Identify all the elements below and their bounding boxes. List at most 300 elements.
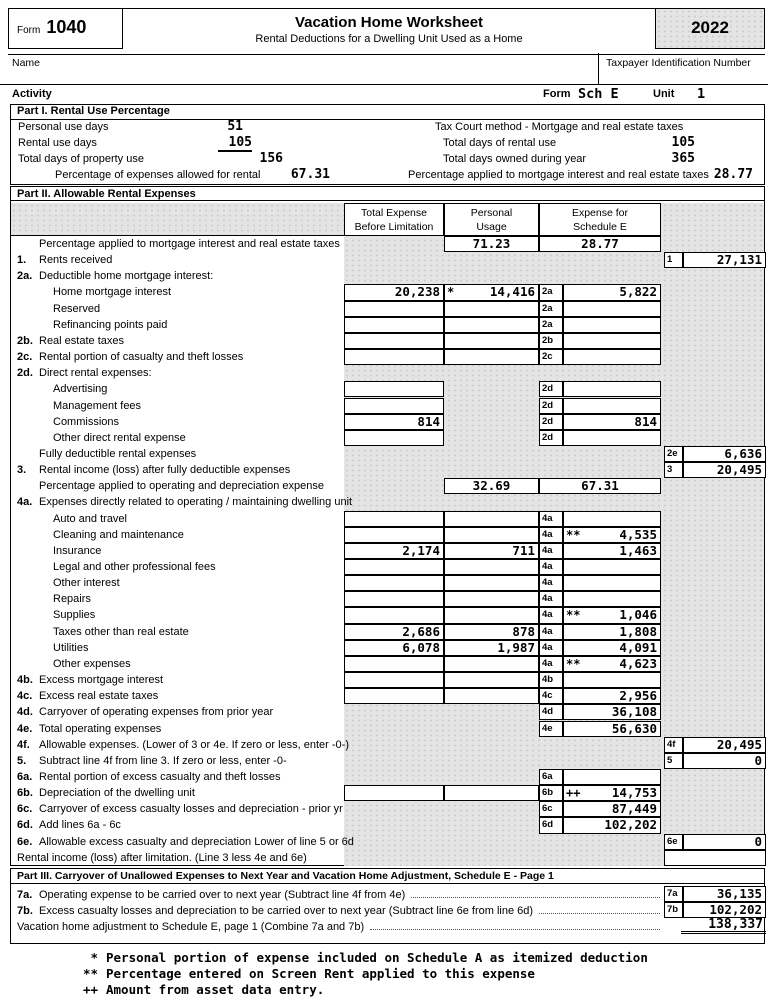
amount-cell-total-expense [344, 430, 444, 446]
amount-cell-personal-usage [444, 559, 539, 575]
amount-cell-personal-usage [444, 349, 539, 365]
amount-cell-personal-usage [444, 640, 539, 656]
table-row [11, 624, 764, 640]
row-line-number: 6a. [17, 770, 33, 783]
table-row [11, 688, 764, 704]
cell-value: 2b [542, 334, 554, 346]
cell-value: 6,078 [402, 639, 440, 655]
part1-field-value: 105 [671, 135, 695, 150]
amount-cell-personal-usage [444, 656, 539, 672]
amount-cell-personal-usage [444, 785, 539, 801]
table-row [11, 365, 764, 381]
table-row [11, 414, 764, 430]
right-amount-box [683, 446, 766, 462]
amount-cell-total-expense [344, 414, 444, 430]
part2-body [10, 201, 765, 866]
table-row [11, 607, 764, 623]
amount-cell-total-expense [344, 591, 444, 607]
table-header-left [11, 203, 344, 236]
amount-cell-schedule-e [563, 284, 661, 300]
cell-value: 6b [542, 787, 554, 799]
column-header-line2: Usage [476, 221, 507, 233]
footnote-text: Personal portion of expense included on Schedule A as itemized deduction [106, 950, 648, 965]
column-header-line2: Before Limitation [354, 221, 434, 233]
row-line-number: 2b. [17, 334, 33, 347]
row-label: Other interest [53, 577, 120, 590]
amount-cell-schedule-e [563, 591, 661, 607]
amount-cell-total-expense [344, 349, 444, 365]
table-row [11, 834, 764, 850]
part1-field-label: Total days owned during year [443, 153, 587, 165]
cell-value: 36,108 [611, 704, 657, 720]
cell-value: 2,686 [402, 623, 440, 639]
part1-field-value: 51 [227, 119, 243, 134]
column-header-line1: Total Expense [361, 207, 427, 219]
amount-cell-schedule-e [563, 769, 661, 785]
cell-value: 27,131 [716, 252, 762, 268]
row-line-number: 6b. [17, 787, 33, 800]
row-line-number: 6e. [17, 835, 33, 848]
row-label: Cleaning and maintenance [53, 528, 184, 541]
row-label: Excess mortgage interest [39, 674, 164, 687]
dotted-leader [411, 897, 660, 898]
footnote-mark: ** [566, 608, 581, 623]
cell-value: 6,636 [724, 445, 762, 461]
cell-value: 4,535 [619, 526, 657, 542]
form-number: 1040 [46, 17, 87, 37]
cell-value: 20,495 [716, 736, 762, 752]
amount-cell-schedule-e [563, 527, 661, 543]
name-label: Name [12, 57, 41, 69]
cell-value: 4f [667, 738, 676, 750]
amount-cell-schedule-e [563, 543, 661, 559]
cell-value: 6e [667, 835, 678, 847]
part1-field-value: 156 [259, 151, 283, 166]
table-row [11, 301, 764, 317]
footnote-line [60, 966, 740, 982]
line-code-box [539, 688, 563, 704]
part1-field-value: 67.31 [290, 167, 330, 182]
part1-field-value: 105 [218, 135, 252, 152]
cell-value: 2c [542, 351, 553, 363]
line-code-box [539, 624, 563, 640]
cell-value: 1,808 [619, 623, 657, 639]
page-subtitle: Rental Deductions for a Dwelling Unit Used as a Home [255, 33, 523, 45]
amount-cell-personal-usage [444, 624, 539, 640]
right-amount-box [683, 834, 766, 850]
column-header [539, 203, 661, 236]
line-code-box [539, 527, 563, 543]
cell-value: 4d [542, 706, 554, 718]
footnote-text: Percentage entered on Screen Rent applied to this expense [106, 966, 535, 981]
table-row [11, 511, 764, 527]
amount-cell-schedule-e [563, 607, 661, 623]
line-code-box [539, 301, 563, 317]
cell-value: 102,202 [604, 817, 657, 833]
row-label: Rental portion of casualty and theft losses [39, 351, 244, 364]
amount-cell-total-expense [344, 333, 444, 349]
table-row [11, 527, 764, 543]
right-amount-box [683, 753, 766, 769]
carryover-row [17, 902, 664, 918]
right-line-number-box [664, 753, 683, 769]
cell-value: 5,822 [619, 284, 657, 300]
cell-value: 71.23 [472, 236, 511, 251]
row-label: Other expenses [53, 657, 131, 670]
row-label: Allowable expenses. (Lower of 3 or 4e. If zero or less, enter -0-) [39, 738, 349, 751]
row-label: Taxes other than real estate [53, 625, 189, 638]
table-row [11, 785, 764, 801]
tax-year: 2022 [655, 9, 765, 49]
line-code-box [539, 559, 563, 575]
amount-cell-schedule-e [539, 236, 661, 252]
tin-label: Taxpayer Identification Number [606, 57, 751, 69]
amount-cell-schedule-e [563, 672, 661, 688]
table-row [11, 381, 764, 397]
amount-cell-total-expense [344, 640, 444, 656]
line-code-box [539, 398, 563, 414]
line-code-box [539, 284, 563, 300]
amount-cell-total-expense [344, 381, 444, 397]
cell-value: 4a [542, 561, 553, 572]
row-label: Carryover of operating expenses from prior year [39, 706, 274, 719]
row-label: Percentage applied to mortgage interest and real estate taxes [39, 238, 340, 250]
row-label: Reserved [53, 302, 101, 315]
cell-value: 0 [754, 752, 762, 768]
right-amount-box: 102,202 [683, 902, 766, 918]
right-line-number-box [664, 446, 683, 462]
cell-value: 2a [542, 286, 553, 298]
cell-value: 67.31 [581, 478, 619, 494]
table-row [11, 850, 764, 866]
form-header [8, 8, 765, 55]
row-line-number: 4d. [17, 706, 33, 719]
unit-label: Unit [653, 88, 675, 100]
unit-value: 1 [697, 86, 706, 102]
line-code-box [539, 769, 563, 785]
line-code-box [539, 349, 563, 365]
footnote-mark: ** [566, 656, 581, 671]
part1-field-value: 365 [671, 151, 695, 166]
amount-cell-total-expense [344, 607, 444, 623]
amount-cell-total-expense [344, 398, 444, 414]
footnotes [60, 950, 740, 998]
cell-value: 4a [542, 657, 553, 669]
row-line-number: 4f. [17, 738, 30, 751]
row-line-number: 4c. [17, 690, 33, 703]
table-row [11, 430, 764, 446]
row-label: Operating expense to be carried over to next year (Subtract line 4f from 4e) [39, 889, 406, 901]
line-code-box [539, 817, 563, 833]
cell-value: 2,174 [402, 542, 440, 558]
table-row [11, 817, 764, 833]
carryover-row [17, 886, 664, 902]
amount-cell-total-expense [344, 624, 444, 640]
row-label: Subtract line 4f from line 3. If zero or less, enter -0- [39, 754, 287, 767]
row-line-number: 4e. [17, 722, 33, 735]
amount-cell-schedule-e [563, 398, 661, 414]
table-row [11, 656, 764, 672]
amount-cell-schedule-e [563, 317, 661, 333]
row-line-number: 6d. [17, 819, 33, 832]
cell-value: 814 [417, 413, 440, 429]
cell-value: 3 [667, 464, 673, 476]
right-line-number-box [664, 462, 683, 478]
footnote-mark: ** [82, 966, 98, 981]
right-amount-box [664, 850, 766, 866]
line-code-box [539, 575, 563, 591]
cell-value: 14,416 [489, 284, 535, 300]
amount-cell-personal-usage [444, 284, 539, 300]
amount-cell-personal-usage [444, 333, 539, 349]
row-label: Vacation home adjustment to Schedule E, page 1 (Combine 7a and 7b) [17, 921, 365, 933]
right-line-number-box [664, 834, 683, 850]
activity-label: Activity [12, 88, 52, 100]
table-row [11, 268, 764, 284]
row-label: Refinancing points paid [53, 318, 168, 331]
cell-value: 6c [542, 803, 553, 815]
amount-cell-schedule-e [563, 333, 661, 349]
line-code-box [539, 785, 563, 801]
part1-field-label: Total days of property use [18, 153, 144, 165]
cell-value: 4a [542, 625, 553, 637]
row-line-number: 2c. [17, 351, 33, 364]
row-label: Legal and other professional fees [53, 561, 216, 573]
cell-value: 0 [754, 833, 762, 849]
cell-value: 2d [542, 431, 554, 443]
right-amount-box [683, 737, 766, 753]
header-rule [0, 84, 768, 85]
cell-value: 4a [542, 512, 553, 524]
footnote-mark: ++ [82, 982, 98, 997]
part1-field-label: Percentage applied to mortgage interest and real estate taxes [408, 169, 709, 181]
amount-cell-schedule-e [563, 721, 661, 737]
row-label: Excess real estate taxes [39, 690, 159, 703]
table-row [11, 559, 764, 575]
cell-value: 711 [512, 542, 535, 558]
carryover-row [17, 918, 664, 934]
total-amount-double-underline: 138,337 [681, 918, 766, 934]
right-line-number-box [664, 737, 683, 753]
amount-cell-total-expense [344, 284, 444, 300]
row-label: Rents received [39, 254, 113, 267]
tax-court-method-label: Tax Court method - Mortgage and real estate taxes [435, 121, 684, 133]
row-line-number: 1. [17, 254, 27, 267]
part1-field-label: Personal use days [18, 121, 109, 133]
row-label: Supplies [53, 609, 96, 622]
footnote-text: Amount from asset data entry. [106, 982, 325, 997]
amount-cell-total-expense [344, 527, 444, 543]
cell-value: 2e [667, 447, 678, 459]
cell-value: 1,987 [497, 639, 535, 655]
part1-field-label: Total days of rental use [443, 137, 557, 149]
line-code-box [539, 640, 563, 656]
row-label: Direct rental expenses: [39, 367, 152, 380]
row-label: Carryover of excess casualty losses and depreciation - prior yr [39, 803, 343, 816]
cell-value: 1,046 [619, 607, 657, 623]
table-row [11, 398, 764, 414]
cell-value: 2,956 [619, 688, 657, 704]
amount-cell-personal-usage [444, 543, 539, 559]
row-label: Deductible home mortgage interest: [39, 270, 214, 283]
row-label: Utilities [53, 641, 89, 654]
cell-value: 2a [542, 318, 553, 330]
amount-cell-total-expense [344, 543, 444, 559]
footnote-mark: * [90, 950, 98, 965]
page-title: Vacation Home Worksheet [294, 14, 484, 31]
column-header-line2: Schedule E [573, 221, 627, 233]
cell-value: 32.69 [472, 478, 511, 494]
table-row [11, 478, 764, 494]
table-row [11, 575, 764, 591]
column-header [344, 203, 444, 236]
cell-value: 4a [542, 641, 553, 653]
amount-cell-schedule-e [563, 704, 661, 720]
line-code-box [539, 317, 563, 333]
line-code-box [539, 381, 563, 397]
row-label: Other direct rental expense [53, 431, 186, 444]
row-line-number: 7b. [17, 905, 33, 917]
right-line-number-box: 7a [664, 886, 683, 902]
amount-cell-personal-usage [444, 672, 539, 688]
table-row [11, 543, 764, 559]
cell-value: 4c [542, 690, 553, 702]
cell-value: 2d [542, 415, 554, 427]
part1-field-value: 28.77 [713, 167, 753, 182]
footnote-mark: ++ [566, 786, 581, 801]
row-label: Auto and travel [53, 512, 127, 525]
table-row [11, 704, 764, 720]
row-label: Insurance [53, 544, 102, 557]
table-row [11, 753, 764, 769]
amount-cell-personal-usage [444, 478, 539, 494]
amount-cell-schedule-e [539, 478, 661, 494]
part2-title: Part II. Allowable Rental Expenses [10, 186, 765, 201]
row-label: Allowable excess casualty and depreciation Lower of line 5 or 6d [39, 835, 354, 848]
cell-value: 20,238 [394, 284, 440, 300]
table-row [11, 721, 764, 737]
cell-value: 1 [667, 254, 673, 266]
amount-cell-total-expense [344, 575, 444, 591]
cell-value: 2d [542, 383, 554, 395]
amount-cell-schedule-e [563, 801, 661, 817]
right-amount-box [683, 252, 766, 268]
form-title-block [123, 9, 655, 54]
line-code-box [539, 607, 563, 623]
row-label: Rental income (loss) after limitation. (Line 3 less 4e and 6e) [17, 851, 307, 864]
row-line-number: 3. [17, 464, 27, 477]
table-row [11, 349, 764, 365]
amount-cell-personal-usage [444, 301, 539, 317]
amount-cell-schedule-e [563, 624, 661, 640]
row-label: Total operating expenses [39, 722, 162, 735]
amount-cell-personal-usage [444, 688, 539, 704]
footnote-line [60, 982, 740, 998]
row-label: Expenses directly related to operating / maintaining dwelling unit [39, 496, 353, 509]
table-row [11, 640, 764, 656]
part3-body [10, 884, 765, 944]
row-label: Add lines 6a - 6c [39, 819, 121, 832]
form-field-label: Form [543, 88, 571, 100]
amount-cell-personal-usage [444, 591, 539, 607]
row-line-number: 2a. [17, 270, 33, 283]
table-row [11, 333, 764, 349]
amount-cell-schedule-e [563, 640, 661, 656]
row-line-number: 7a. [17, 889, 33, 901]
row-line-number: 4b. [17, 674, 33, 687]
amount-cell-personal-usage [444, 511, 539, 527]
amount-cell-schedule-e [563, 559, 661, 575]
table-row [11, 801, 764, 817]
column-header-line1: Expense for [571, 207, 629, 219]
amount-cell-schedule-e [563, 785, 661, 801]
footnote-mark: ** [566, 527, 581, 542]
amount-cell-total-expense [344, 317, 444, 333]
form-number-box [8, 9, 123, 49]
cell-value: 87,449 [611, 801, 657, 817]
amount-cell-schedule-e [563, 511, 661, 527]
row-label: Commissions [53, 415, 120, 428]
part1-field-label: Percentage of expenses allowed for rental [55, 169, 261, 181]
row-label: Rental portion of excess casualty and theft losses [39, 770, 281, 783]
part1-title: Part I. Rental Use Percentage [11, 105, 764, 120]
footnote-mark: * [447, 285, 455, 300]
table-row [11, 737, 764, 753]
amount-cell-schedule-e [563, 656, 661, 672]
row-line-number: 5. [17, 754, 27, 767]
cell-value: 4,623 [619, 655, 657, 671]
cell-value: 6d [542, 819, 554, 831]
row-label: Advertising [53, 383, 108, 396]
table-row [11, 284, 764, 300]
line-code-box [539, 543, 563, 559]
cell-value: 4a [542, 593, 553, 605]
cell-value: 1,463 [619, 542, 657, 558]
line-code-box [539, 414, 563, 430]
row-label: Depreciation of the dwelling unit [39, 787, 195, 800]
row-line-number: 4a. [17, 496, 33, 509]
amount-cell-total-expense [344, 785, 444, 801]
right-line-number-box [664, 252, 683, 268]
amount-cell-total-expense [344, 301, 444, 317]
table-row [11, 591, 764, 607]
table-row [11, 769, 764, 785]
cell-value: 6a [542, 770, 553, 782]
amount-cell-personal-usage [444, 317, 539, 333]
dotted-leader [370, 929, 660, 930]
right-line-number-box: 7b [664, 902, 683, 918]
cell-value: 4,091 [619, 639, 657, 655]
table-row [11, 672, 764, 688]
cell-value: 4a [542, 609, 553, 621]
cell-value: 878 [512, 623, 535, 639]
cell-value: 4a [542, 528, 553, 540]
dotted-leader [539, 913, 660, 914]
cell-value: 20,495 [716, 462, 762, 478]
cell-value: 2a [542, 302, 553, 314]
part1-field-label: Rental use days [18, 137, 97, 149]
row-label: Percentage applied to operating and depreciation expense [39, 480, 324, 493]
row-label: Real estate taxes [39, 334, 124, 347]
cell-value: 14,753 [611, 785, 657, 801]
line-code-box [539, 704, 563, 720]
line-code-box [539, 591, 563, 607]
cell-value: 4e [542, 722, 553, 734]
amount-cell-schedule-e [563, 688, 661, 704]
row-label: Excess casualty losses and depreciation to be carried over to next year (Subtract line 6e from line 6d) [39, 905, 534, 917]
amount-cell-schedule-e [563, 430, 661, 446]
row-label: Management fees [53, 399, 142, 412]
